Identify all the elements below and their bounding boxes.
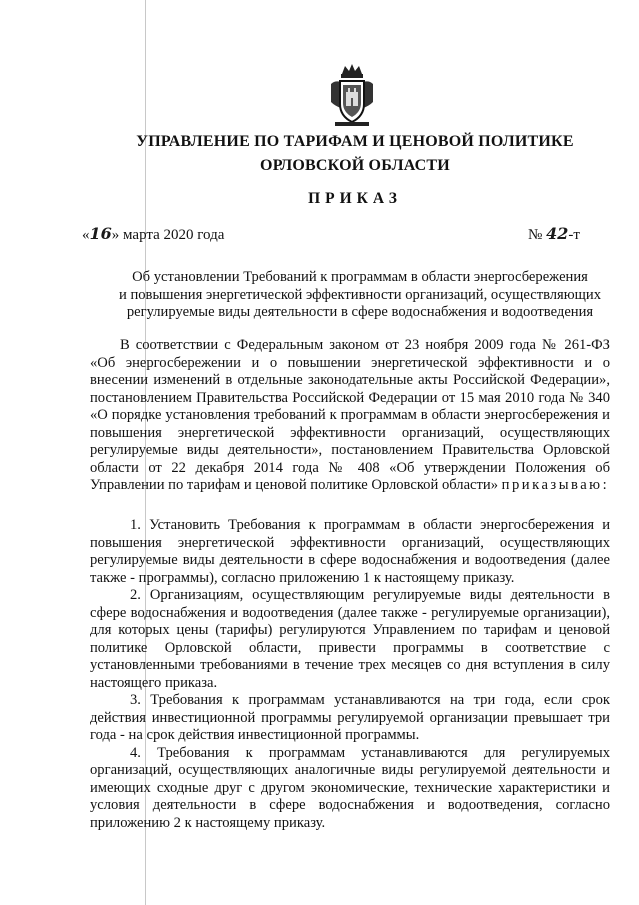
order-subject xyxy=(100,269,620,322)
preamble-text: В соответствии с Федеральным законом от 23 ноября 2009 года № 261-ФЗ «Об энергосбережении и о повышении энергетической эффективности и о внесении изменений в отдельные законодательные акты Российской Федерации», постановлением Правительства Российской Федерации от 15 мая 2010 года № 340 «О порядке установления требований к программам в области энергосбережения и повышения энергетической эффективности организаций, осуществляющих регулируемые виды деятельности», постановлением Правительства Орловской области от 22 декабря 2014 года № 408 «Об утверждении Положения об Управлении по тарифам и ценовой политике Орловской области» xyxy=(90,337,610,493)
coat-of-arms-emblem xyxy=(327,62,377,128)
organization-name-line1: УПРАВЛЕНИЕ ПО ТАРИФАМ И ЦЕНОВОЙ ПОЛИТИКЕ xyxy=(136,133,574,150)
number-suffix: -т xyxy=(568,227,580,243)
preamble-paragraph xyxy=(90,337,610,495)
order-date xyxy=(82,224,224,244)
order-items xyxy=(90,517,610,832)
order-item: 4. Требования к программам устанавливаются для регулируемых организаций, осуществляющих аналогичные виды регулируемой деятельности и имеющих сходные друг с другом экономические, технические характеристики и условия деятельности в сфере водоснабжения и водоотведения, согласно приложению 2 к настоящему приказу. xyxy=(90,744,610,831)
subject-line: Об установлении Требований к программам в области энергосбережения xyxy=(132,269,588,285)
order-item: 3. Требования к программам устанавливаются на три года, если срок действия инвестиционной программы регулируемой организации превышает три года - на срок действия инвестиционной программы. xyxy=(90,692,610,743)
order-item: 1. Установить Требования к программам в области энергосбережения и повышения энергетической эффективности организаций, осуществляющих регулируемые виды деятельности в сфере водоснабжения и водоотведения (далее также - программы), согласно приложению 1 к настоящему приказу. xyxy=(90,517,610,586)
order-word: приказываю: xyxy=(501,477,610,493)
handwritten-number: 42 xyxy=(546,224,569,243)
order-number xyxy=(528,224,580,244)
date-open-quote: « xyxy=(82,227,90,243)
order-item: 2. Организациям, осуществляющим регулируемые виды деятельности в сфере водоснабжения и водоотведения (далее также - регулируемые организации), для которых цены (тарифы) регулируются Управлением по тарифам и ценовой политике Орловской области, привести программы в соответствие с установленными требованиями в течение трех месяцев со дня вступления в силу настоящего приказа. xyxy=(90,587,610,691)
subject-line: регулируемые виды деятельности в сфере водоснабжения и водоотведения xyxy=(126,304,594,320)
document-type-title: ПРИКАЗ xyxy=(308,190,402,207)
number-prefix: № xyxy=(528,227,547,243)
date-close-quote: » xyxy=(111,227,120,243)
date-month-year: марта 2020 года xyxy=(119,227,225,243)
handwritten-day: 16 xyxy=(89,224,112,243)
subject-line: и повышения энергетической эффективности организаций, осуществляющих xyxy=(118,286,602,303)
organization-name-line2: ОРЛОВСКОЙ ОБЛАСТИ xyxy=(260,157,450,174)
